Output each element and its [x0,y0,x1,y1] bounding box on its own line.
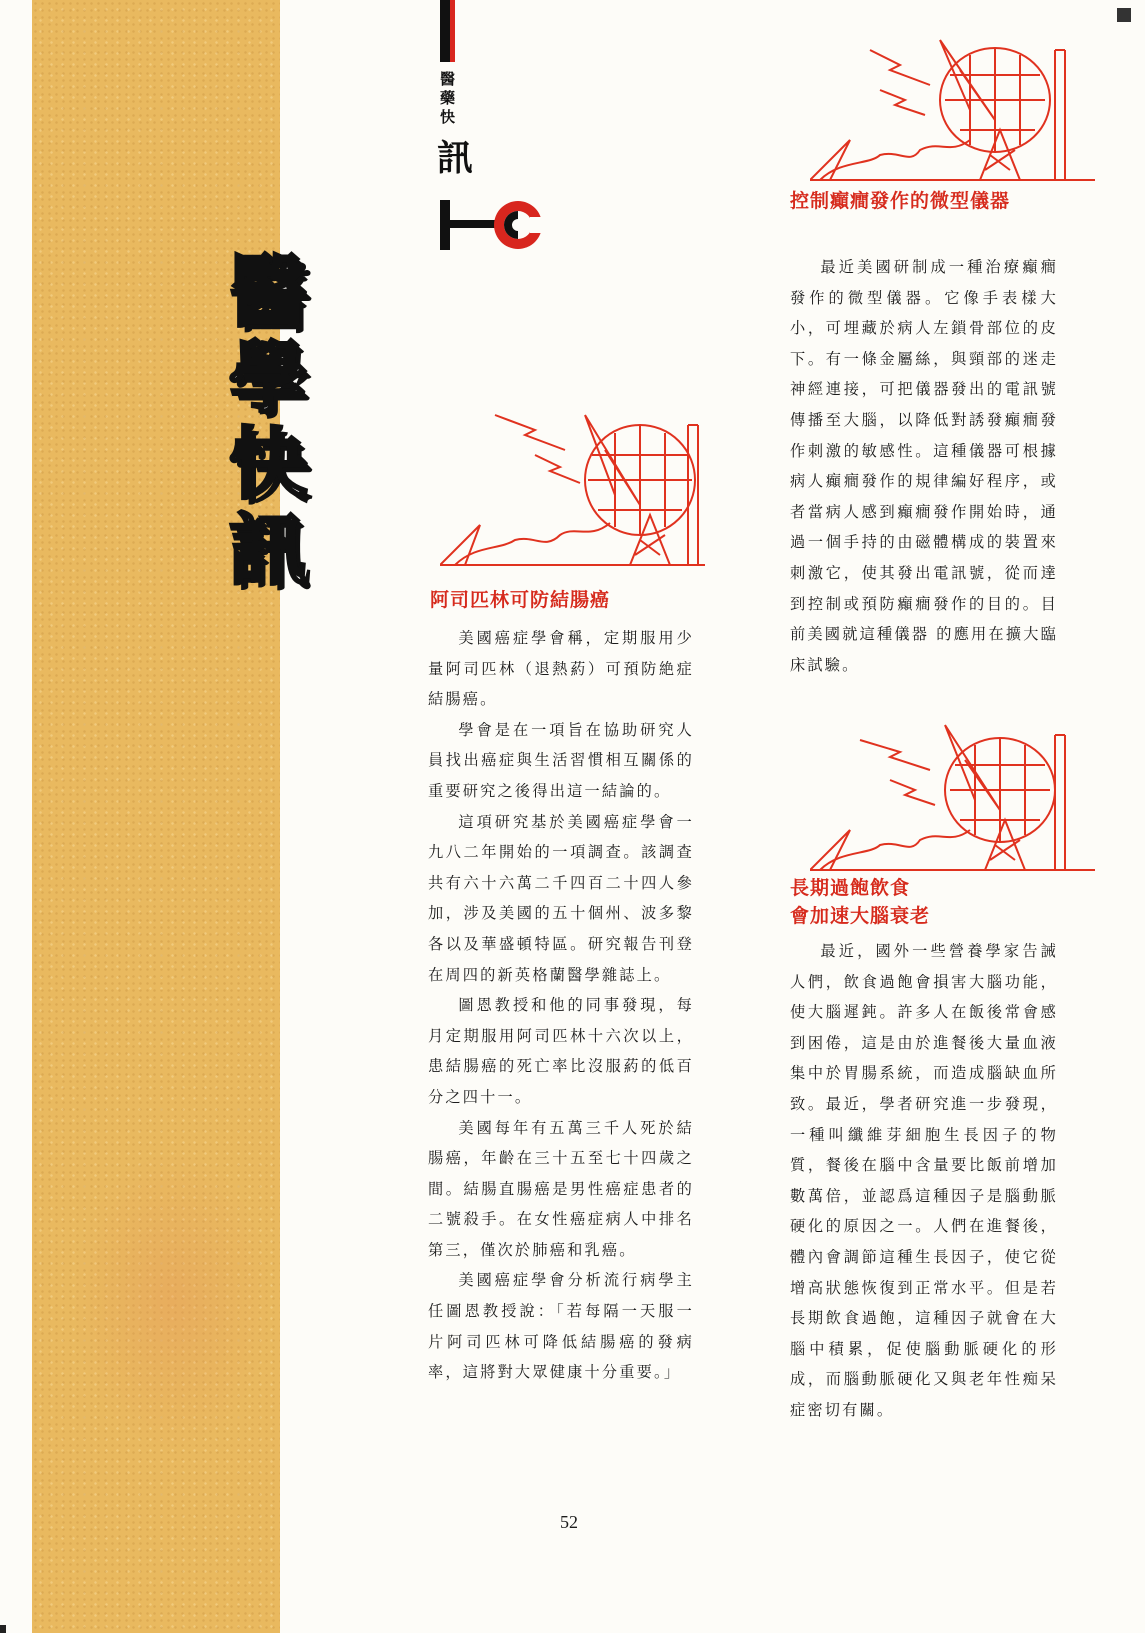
article-body [428,623,694,1388]
logo-char: 醫 [440,70,456,88]
article-body [790,936,1058,1426]
logo-big-char: 訊 [437,138,474,179]
article-paragraph: 學會是在一項旨在協助研究人員找出癌症與生活習慣相互關係的重要研究之後得出這一結論的。 [428,720,694,800]
section-title-char: 快 [228,420,307,510]
article-paragraph: 美國癌症學會分析流行病學主任圖恩教授說：「若每隔一天服一片阿司匹林可降低結腸癌的發病率，這將對大眾健康十分重要。」 [428,1271,694,1382]
section-title-char: 訊 [228,506,307,596]
scan-corner-mark [1117,8,1131,22]
article-body [790,252,1058,680]
radio-tower-illustration [810,30,1100,190]
logo-char: 快 [440,108,456,126]
article-heading-line: 長期過飽飲食 [790,877,911,899]
article-paragraph: 圖恩教授和他的同事發現，每月定期服用阿司匹林十六次以上，患結腸癌的死亡率比沒服葯的低百分之四十一。 [428,996,694,1106]
logo-bar [440,0,450,62]
logo-vertical-text [440,70,480,127]
radio-tower-illustration [440,395,730,575]
article-paragraph: 美國癌症學會稱，定期服用少量阿司匹林（退熱葯）可預防絶症結腸癌。 [428,629,694,709]
article-paragraph: 最近美國研制成一種治療癲癎發作的微型儀器。它像手表樣大小，可埋藏於病人左鎖骨部位的皮下。有一條金屬絲，與頸部的迷走神經連接，可把儀器發出的電訊號傳播至大腦，以降低對誘發癲癎發作刺激的敏感性。這種儀器可根據病人癲癎發作的規律編好程序，或者當病人感到癲癎發作開始時，通過一個手持的由磁體構成的裝置來刺激它，使其發出電訊號，從而達到控制或預防癲癎發作的目的。目前美國就這種儀器 的應用在擴大臨床試驗。 [790,258,1058,674]
article-heading [790,874,930,930]
article-heading: 阿司匹林可防結腸癌 [430,589,611,611]
hc-logo-icon [440,195,560,255]
logo-char: 藥 [440,89,456,107]
radio-tower-illustration [810,710,1100,880]
section-title-char: 醫 [228,248,307,338]
article-heading: 控制癲癎發作的微型儀器 [790,190,1011,212]
scan-corner-mark [0,1625,6,1633]
article-paragraph: 美國每年有五萬三千人死於結腸癌，年齡在三十五至七十四歲之間。結腸直腸癌是男性癌症患者的二號殺手。在女性癌症病人中排名第三，僅次於肺癌和乳癌。 [428,1118,694,1259]
page-number: 52 [560,1512,578,1532]
section-title [218,250,318,594]
article-heading-line: 會加速大腦衰老 [790,905,931,927]
article-paragraph: 這項研究基於美國癌症學會一九八二年開始的一項調查。該調查共有六十六萬二千四百二十四人參加，涉及美國的五十個州、波多黎各以及華盛頓特區。研究報告刊登在周四的新英格蘭醫學雜誌上。 [428,812,694,984]
column-logo [437,0,570,260]
article-paragraph: 最近，國外一些營養學家告誡人們，飲食過飽會損害大腦功能，使大腦遲鈍。許多人在飯後常會感到困倦，這是由於進餐後大量血液集中於胃腸系統，而造成腦缺血所致。最近，學者研究進一步發現，一種叫纖維芽細胞生長因子的物質，餐後在腦中含量要比飯前增加數萬倍，並認爲這種因子是腦動脈硬化的原因之一。人們在進餐後，體內會調節這種生長因子，使它從增高狀態恢復到正常水平。但是若長期飲食過飽，這種因子就會在大腦中積累，促使腦動脈硬化的形成，而腦動脈硬化又與老年性痴呆症密切有關。 [790,942,1058,1419]
section-title-char: 學 [228,334,307,424]
decorative-sidebar-strip [32,0,280,1633]
